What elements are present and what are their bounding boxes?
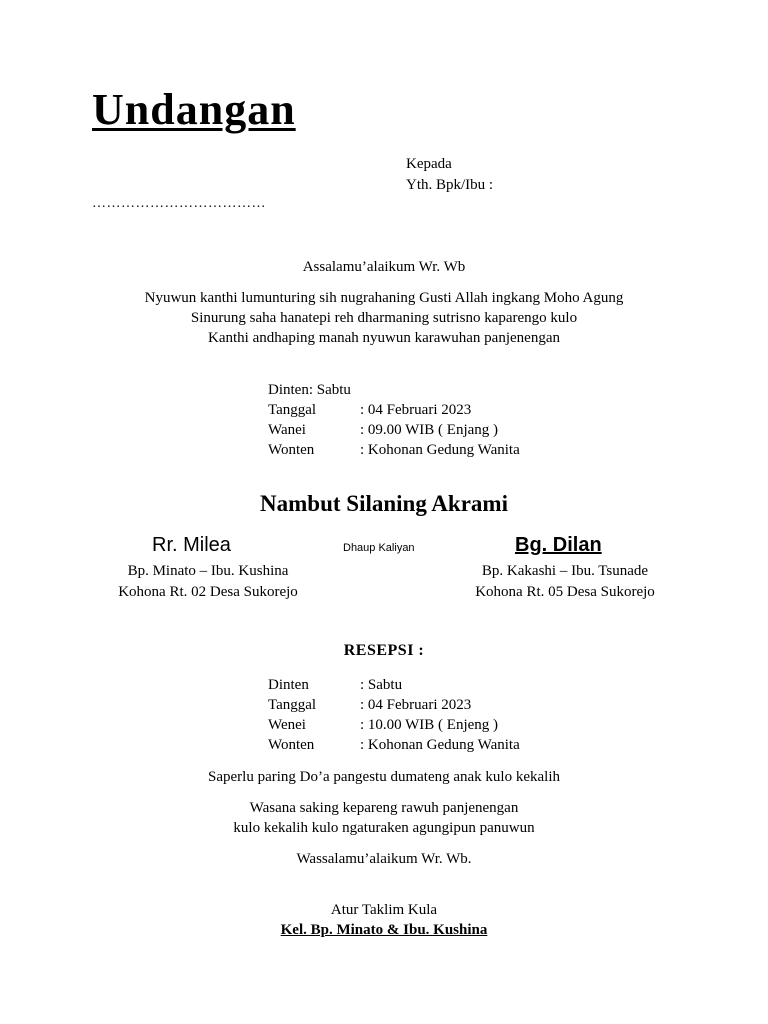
bride-address: Kohona Rt. 02 Desa Sukorejo <box>118 584 298 600</box>
closing-salam: Wassalamu’alaikum Wr. Wb. <box>296 851 472 867</box>
recipient-kepada: Kepada <box>406 156 452 172</box>
intro-line-3: Kanthi andhaping manah nyuwun karawuhan panjenengan <box>208 330 560 346</box>
resepsi-value: : Sabtu <box>360 677 403 693</box>
closing-line-3: kulo kekalih kulo ngaturaken agungipun panuwun <box>233 820 535 836</box>
akad-label: Wanei <box>268 422 306 438</box>
couple-connector: Dhaup Kaliyan <box>343 542 415 554</box>
akad-details <box>268 380 588 464</box>
resepsi-label: Dinten <box>268 677 309 693</box>
akad-value: : Kohonan Gedung Wanita <box>360 442 520 458</box>
bride-parents: Bp. Minato – Ibu. Kushina <box>127 563 289 579</box>
groom-name: Bg. Dilan <box>515 534 602 556</box>
greeting: Assalamu’alaikum Wr. Wb <box>302 259 466 275</box>
resepsi-value: : 10.00 WIB ( Enjeng ) <box>360 717 499 733</box>
intro-line-1: Nyuwun kanthi lumunturing sih nugrahaning Gusti Allah ingkang Moho Agung <box>144 290 624 306</box>
recipient-dots-line: ……………………………… <box>92 196 266 211</box>
akad-value: : 04 Februari 2023 <box>360 402 472 418</box>
recipient-yth: Yth. Bpk/Ibu : <box>406 177 494 193</box>
signature-wrap <box>0 920 768 940</box>
akad-label: Tanggal <box>268 402 317 418</box>
groom-address: Kohona Rt. 05 Desa Sukorejo <box>475 584 655 600</box>
bride-name: Rr. Milea <box>152 534 231 556</box>
resepsi-value: : 04 Februari 2023 <box>360 697 472 713</box>
groom-parents: Bp. Kakashi – Ibu. Tsunade <box>481 563 649 579</box>
intro-line-2: Sinurung saha hanatepi reh dharmaning sutrisno kaparengo kulo <box>190 310 578 326</box>
resepsi-value: : Kohonan Gedung Wanita <box>360 737 520 753</box>
atur-taklim: Atur Taklim Kula <box>330 902 438 918</box>
closing-prayer: Saperlu paring Do’a pangestu dumateng anak kulo kekalih <box>208 769 560 785</box>
resepsi-label: Wenei <box>268 717 306 733</box>
page-title: Undangan <box>92 85 296 134</box>
resepsi-heading: RESEPSI : <box>343 642 425 659</box>
resepsi-details <box>268 675 588 759</box>
resepsi-label: Tanggal <box>268 697 317 713</box>
akad-label: Dinten: Sabtu <box>268 382 351 398</box>
ceremony-heading: Nambut Silaning Akrami <box>260 491 508 516</box>
closing-line-2: Wasana saking kepareng rawuh panjenengan <box>249 800 519 816</box>
resepsi-label: Wonten <box>268 737 315 753</box>
akad-value: : 09.00 WIB ( Enjang ) <box>360 422 499 438</box>
akad-label: Wonten <box>268 442 315 458</box>
family-signature: Kel. Bp. Minato & Ibu. Kushina <box>280 922 488 938</box>
